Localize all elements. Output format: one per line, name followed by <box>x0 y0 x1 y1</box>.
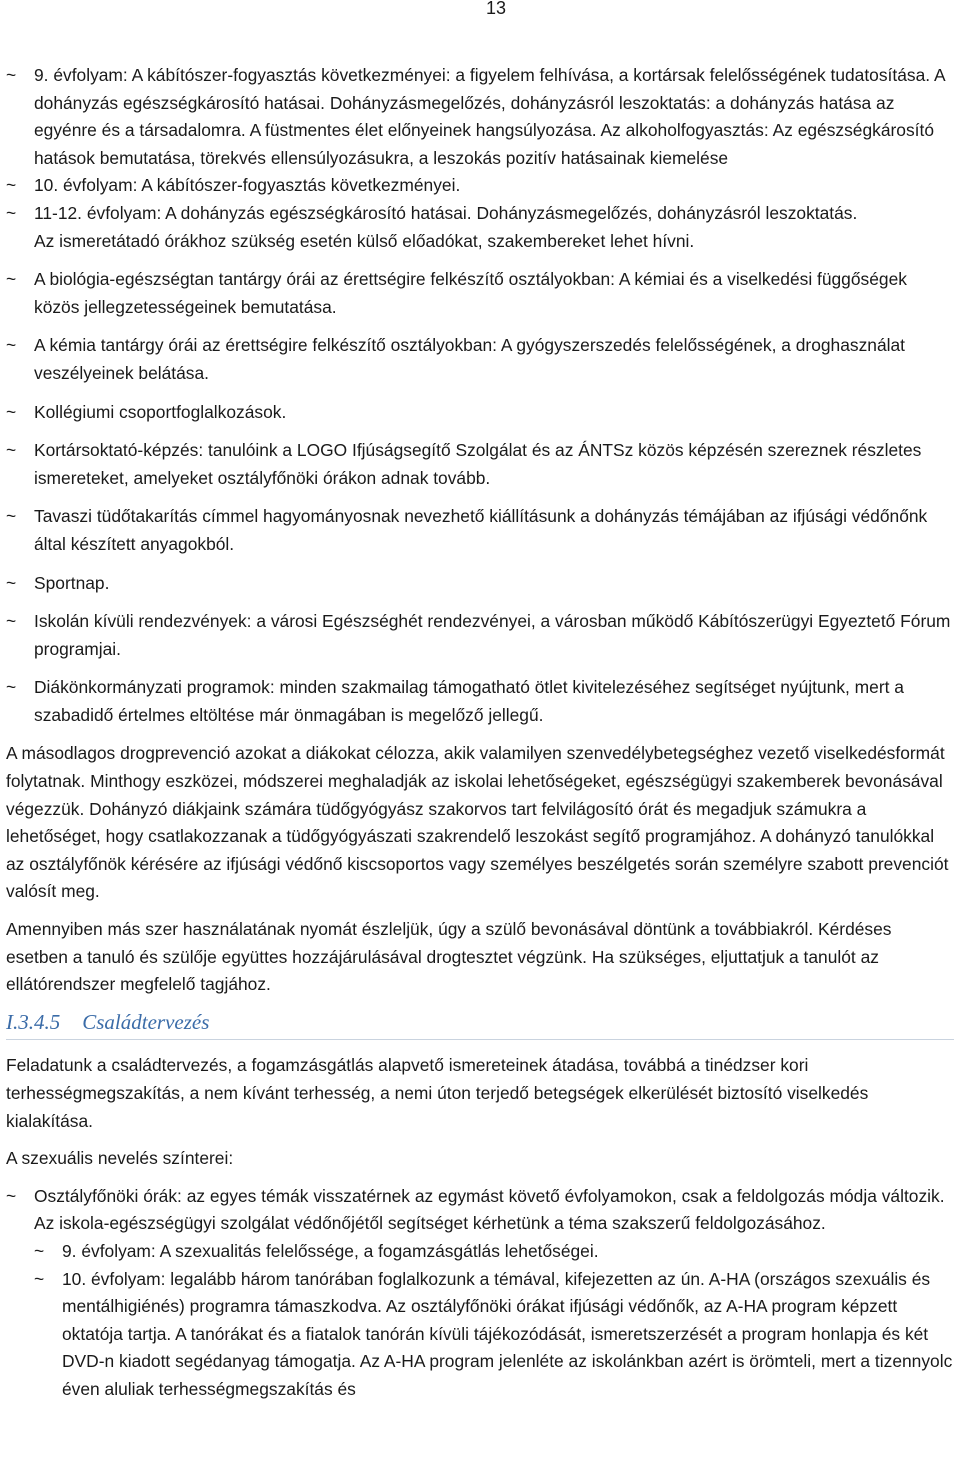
list-item <box>6 172 954 200</box>
list-item <box>34 1266 954 1404</box>
list-item-text: Kollégiumi csoportfoglalkozások. <box>34 401 287 422</box>
grade-topics-list <box>6 62 954 255</box>
bullet-icon: ~ <box>6 440 17 461</box>
bullet-icon: ~ <box>6 677 17 698</box>
bullet-icon: ~ <box>6 572 17 593</box>
list-item <box>6 503 954 558</box>
grade-9-sex-ed: 9. évfolyam: A szexualitás felelőssége, a fogamzásgátlás lehetőségei. <box>62 1240 599 1261</box>
list-item <box>34 1238 954 1266</box>
list-item <box>6 1183 954 1404</box>
bullet-icon: ~ <box>6 65 17 85</box>
list-item <box>6 608 954 663</box>
list-item <box>6 437 954 492</box>
list-item-text: Diákönkormányzati programok: minden szakmailag támogatható ötlet kivitelezéséhez segítséget nyújtunk, mert a szabadidő értelmes eltöltése már önmagában is megelőző jellegű. <box>34 677 904 725</box>
bullet-icon: ~ <box>34 1240 45 1261</box>
bullet-icon: ~ <box>6 1185 17 1206</box>
bullet-icon: ~ <box>6 269 17 290</box>
grade-11-12-topics: 11-12. évfolyam: A dohányzás egészségkárosító hatásai. Dohányzásmegelőzés, dohányzásról leszoktatás. <box>34 202 858 223</box>
section-heading <box>6 1009 954 1041</box>
list-item <box>6 266 954 321</box>
bullet-icon: ~ <box>6 401 17 422</box>
list-item-text: A kémia tantárgy órái az érettségire felkészítő osztályokban: A gyógyszerszedés felelősségének, a droghasználat veszélyeinek belátása. <box>34 335 905 383</box>
paragraph: A másodlagos drogprevenció azokat a diákokat célozza, akik valamilyen szenvedélybetegséghez vezető viselkedésformát folytatnak. Minthogy eszközei, módszerei meghaladják az iskolai lehetőségeket, egészségügyi szakemberek bevonásával végezzük. Dohányzó diákjaink számára tüdőgyógyász szakorvos tart felvilágosító órát és megadjuk számukra a lehetőséget, hogy csatlakozzanak a tüdőgyógyászati szakrendelő leszokást segítő programjához. A dohányzó tanulókkal az osztályfőnök kérésére az ifjúsági védőnő kiscsoportos vagy személyes beszélgetés során személyre szabott prevenciót valósít meg. <box>6 743 949 902</box>
list-item <box>6 200 954 228</box>
list-item <box>6 570 954 598</box>
bullet-icon: ~ <box>6 335 17 356</box>
bullet-icon: ~ <box>34 1268 45 1289</box>
list-item <box>6 332 954 387</box>
list-item-text: A biológia-egészségtan tantárgy órái az érettségire felkészítő osztályokban: A kémiai és a viselkedési függőségek közös jellegzetességeinek bemutatása. <box>34 269 907 317</box>
list-item-text: Iskolán kívüli rendezvények: a városi Egészséghét rendezvényei, a városban működő Kábítószerügyi Egyeztető Fórum programjai. <box>34 611 951 659</box>
list-item-text: Osztályfőnöki órák: az egyes témák visszatérnek az egymást követő évfolyamokon, csak a feldolgozás módja változik. Az iskola-egészségügyi szolgálat védőnőjétől segítséget kérhetünk a téma szakszerű feldolgozásához. <box>34 1185 945 1234</box>
paragraph: A szexuális nevelés színterei: <box>6 1148 234 1169</box>
page-number: 13 <box>486 0 507 18</box>
grade-10-sex-ed: 10. évfolyam: legalább három tanórában foglalkozunk a témával, kifejezetten az ún. A-HA (országos szexuális és mentálhigiénés) programra támaszkodva. Az osztályfőnöki órákat ifjúsági védőnők, az A-HA program képzett oktatója tartja. A tanórákat és a fiatalok tanórán kívüli tájékozódását, ismeretszerzését a program honlapja és két DVD-n kiadott segédanyag támogatja. Az A-HA program jelenléte az iskolánkban azért is örömteli, mert a tizennyolc éven aluliak terhességmegszakítás és <box>62 1268 953 1399</box>
grade-10-topics: 10. évfolyam: A kábítószer-fogyasztás következményei. <box>34 175 461 196</box>
bullet-icon: ~ <box>6 175 17 196</box>
list-item-text: Sportnap. <box>34 572 110 593</box>
list-item <box>6 674 954 729</box>
section-title: Családtervezés <box>82 1009 210 1034</box>
section-number: I.3.4.5 <box>6 1009 61 1034</box>
prevention-activities-list <box>6 266 954 729</box>
list-item <box>6 62 954 172</box>
grade-9-topics: 9. évfolyam: A kábítószer-fogyasztás következményei: a figyelem felhívása, a kortársak felelősségének tudatosítása. A dohányzás egészségkárosító hatásai. Dohányzásmegelőzés, dohányzásról leszoktatás: a dohányzás hatása az egyénre és a társadalomra. A füstmentes élet előnyeinek hangsúlyozása. Az alkoholfogyasztás: Az egészségkárosító hatások bemutatása, törekvés ellensúlyozásukra, a leszokás pozitív hatásainak kiemelése <box>34 65 945 168</box>
paragraph: Amennyiben más szer használatának nyomát észleljük, úgy a szülő bevonásával döntünk a továbbiakról. Kérdéses esetben a tanuló és szülője együttes hozzájárulásával drogtesztet végzünk. Ha szükséges, eljuttatjuk a tanulót az ellátórendszer megfelelő tagjához. <box>6 919 892 995</box>
document-body <box>6 62 954 1404</box>
list-item <box>6 399 954 427</box>
bullet-icon: ~ <box>6 611 17 632</box>
list-item-text: Kortársoktató-képzés: tanulóink a LOGO Ifjúságsegítő Szolgálat és az ÁNTSz közös képzésén szereznek részletes ismereteket, amelyeket osztályfőnöki órákon adnak tovább. <box>34 440 922 488</box>
external-speakers-note: Az ismeretátadó órákhoz szükség esetén külső előadókat, szakembereket lehet hívni. <box>34 230 695 251</box>
bullet-icon: ~ <box>6 202 17 223</box>
paragraph: Feladatunk a családtervezés, a fogamzásgátlás alapvető ismereteinek átadása, továbbá a tinédzser kori terhességmegszakítás, a nem kívánt terhesség, a nemi úton terjedő betegségek elkerülését biztosító viselkedés kialakítása. <box>6 1055 869 1131</box>
bullet-icon: ~ <box>6 506 17 527</box>
list-item-text: Tavaszi tüdőtakarítás címmel hagyományosnak nevezhető kiállításunk a dohányzás témájában az ifjúsági védőnőnk által készített anyagokból. <box>34 506 928 554</box>
